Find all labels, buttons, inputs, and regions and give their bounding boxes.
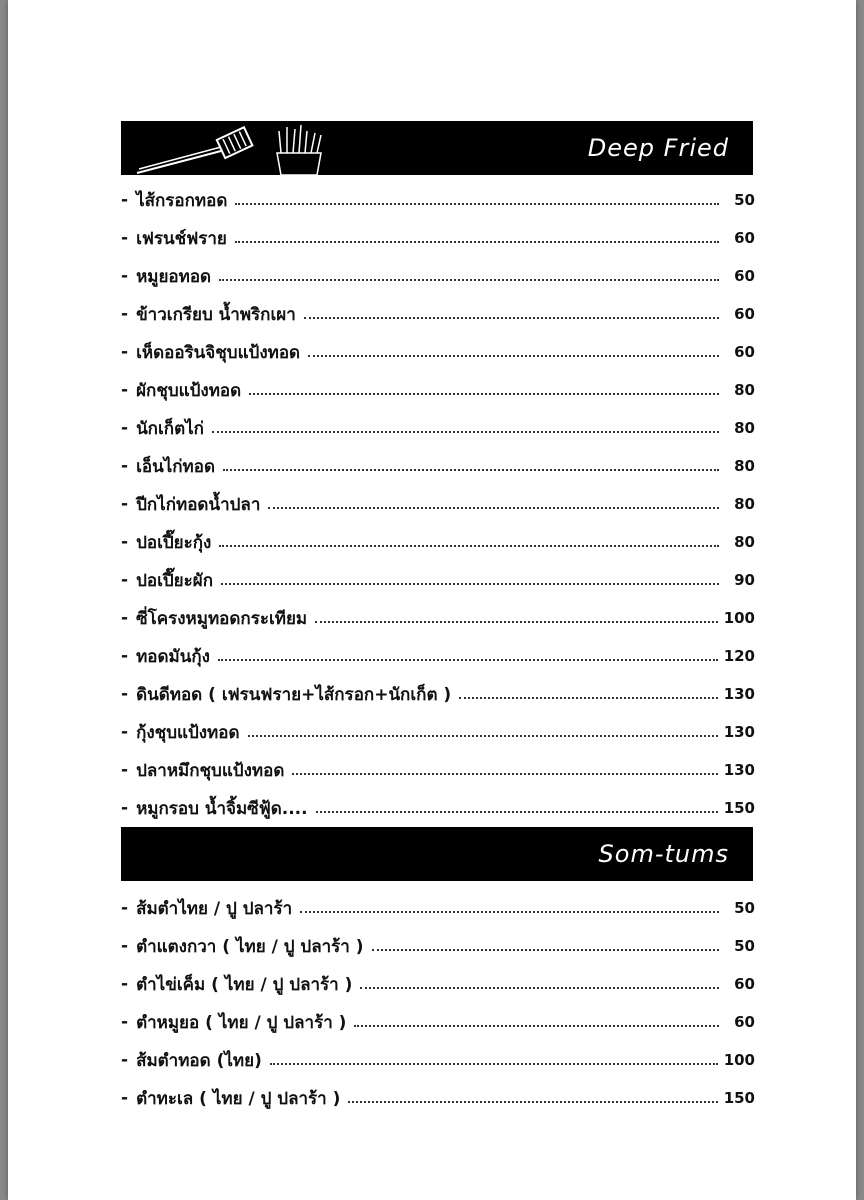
- item-name: ตำหมูยอ ( ไทย / ปู ปลาร้า ): [136, 1012, 347, 1033]
- dot-leader: [292, 773, 717, 775]
- dot-leader: [218, 659, 718, 661]
- bullet-dash: -: [121, 1012, 129, 1032]
- dot-leader: [360, 987, 719, 989]
- menu-item: [121, 219, 755, 257]
- dot-leader: [212, 431, 719, 433]
- menu-item: [121, 561, 755, 599]
- item-name: ส้มตำไทย / ปู ปลาร้า: [136, 898, 293, 919]
- dot-leader: [459, 697, 718, 699]
- dot-leader: [354, 1025, 719, 1027]
- bullet-dash: -: [121, 304, 129, 324]
- bullet-dash: -: [121, 936, 129, 956]
- item-price: 80: [734, 419, 755, 437]
- dot-leader: [249, 393, 719, 395]
- dot-leader: [268, 507, 719, 509]
- menu-item: [121, 927, 755, 965]
- bullet-dash: -: [121, 532, 129, 552]
- dot-leader: [219, 279, 719, 281]
- bullet-dash: -: [121, 760, 129, 780]
- item-price: 60: [734, 229, 755, 247]
- bullet-dash: -: [121, 266, 129, 286]
- item-price: 80: [734, 495, 755, 513]
- item-name: ซี่โครงหมูทอดกระเทียม: [136, 608, 308, 629]
- dot-leader: [372, 949, 719, 951]
- item-name: ปอเปี๊ยะผัก: [136, 570, 214, 591]
- bullet-dash: -: [121, 1088, 129, 1108]
- bullet-dash: -: [121, 342, 129, 362]
- item-name: นักเก็ตไก่: [136, 418, 204, 439]
- item-name: ตำไข่เค็ม ( ไทย / ปู ปลาร้า ): [136, 974, 353, 995]
- item-price: 130: [723, 723, 755, 741]
- menu-item: [121, 371, 755, 409]
- bullet-dash: -: [121, 456, 129, 476]
- dot-leader: [270, 1063, 718, 1065]
- item-price: 150: [723, 1089, 755, 1107]
- bullet-dash: -: [121, 380, 129, 400]
- bullet-dash: -: [121, 974, 129, 994]
- menu-item: [121, 637, 755, 675]
- bullet-dash: -: [121, 684, 129, 704]
- menu-item: [121, 713, 755, 751]
- item-price: 130: [723, 761, 755, 779]
- item-price: 50: [734, 937, 755, 955]
- item-price: 60: [734, 975, 755, 993]
- bullet-dash: -: [121, 418, 129, 438]
- dot-leader: [308, 355, 719, 357]
- item-name: ไส้กรอกทอด: [136, 190, 228, 211]
- menu-item: [121, 409, 755, 447]
- item-price: 60: [734, 1013, 755, 1031]
- spatula-fries-icon: [129, 121, 329, 175]
- dot-leader: [300, 911, 719, 913]
- item-name: ปลาหมึกชุบแป้งทอด: [136, 760, 285, 781]
- dot-leader: [221, 583, 719, 585]
- menu-item: [121, 333, 755, 371]
- item-name: ตำทะเล ( ไทย / ปู ปลาร้า ): [136, 1088, 341, 1109]
- item-name: เฟรนช์ฟราย: [136, 228, 227, 249]
- item-price: 80: [734, 457, 755, 475]
- menu-item: [121, 751, 755, 789]
- item-price: 60: [734, 305, 755, 323]
- menu-item: [121, 181, 755, 219]
- item-name: ตำแตงกวา ( ไทย / ปู ปลาร้า ): [136, 936, 364, 957]
- item-name: กุ้งชุบแป้งทอด: [136, 722, 240, 743]
- menu-item: [121, 447, 755, 485]
- bullet-dash: -: [121, 190, 129, 210]
- menu-item: [121, 1041, 755, 1079]
- item-price: 150: [723, 799, 755, 817]
- item-name: ผักชุบแป้งทอด: [136, 380, 242, 401]
- item-name: ปอเปี๊ยะกุ้ง: [136, 532, 212, 553]
- dot-leader: [235, 241, 719, 243]
- item-price: 60: [734, 267, 755, 285]
- item-name: ทอดมันกุ้ง: [136, 646, 210, 667]
- item-price: 60: [734, 343, 755, 361]
- item-price: 100: [723, 609, 755, 627]
- bullet-dash: -: [121, 494, 129, 514]
- deep-fried-list: [121, 181, 755, 827]
- item-price: 90: [734, 571, 755, 589]
- menu-item: [121, 789, 755, 827]
- menu-item: [121, 1003, 755, 1041]
- item-name: ปีกไก่ทอดน้ำปลา: [136, 494, 261, 515]
- bullet-dash: -: [121, 570, 129, 590]
- item-price: 80: [734, 533, 755, 551]
- bullet-dash: -: [121, 608, 129, 628]
- bullet-dash: -: [121, 228, 129, 248]
- section-title: Deep Fried: [587, 134, 729, 162]
- dot-leader: [248, 735, 718, 737]
- bullet-dash: -: [121, 1050, 129, 1070]
- som-tums-header: [121, 827, 753, 881]
- menu-item: [121, 675, 755, 713]
- item-price: 50: [734, 899, 755, 917]
- dot-leader: [348, 1101, 717, 1103]
- item-price: 130: [723, 685, 755, 703]
- item-price: 50: [734, 191, 755, 209]
- menu-item: [121, 1079, 755, 1117]
- dot-leader: [304, 317, 719, 319]
- deep-fried-header: [121, 121, 753, 175]
- bullet-dash: -: [121, 898, 129, 918]
- dot-leader: [315, 621, 718, 623]
- item-name: หมูกรอบ น้ำจิ้มซีฟู้ด....: [136, 798, 308, 819]
- dot-leader: [316, 811, 718, 813]
- section-title: Som-tums: [598, 840, 729, 868]
- item-name: ดินดีทอด ( เฟรนฟราย+ไส้กรอก+นักเก็ต ): [136, 684, 452, 705]
- item-name: ส้มตำทอด (ไทย): [136, 1050, 262, 1071]
- menu-item: [121, 523, 755, 561]
- menu-page: [8, 0, 856, 1200]
- item-name: หมูยอทอด: [136, 266, 212, 287]
- item-price: 100: [723, 1051, 755, 1069]
- menu-item: [121, 889, 755, 927]
- bullet-dash: -: [121, 798, 129, 818]
- menu-item: [121, 599, 755, 637]
- dot-leader: [223, 469, 719, 471]
- item-price: 80: [734, 381, 755, 399]
- item-price: 120: [723, 647, 755, 665]
- item-name: ข้าวเกรียบ น้ำพริกเผา: [136, 304, 296, 325]
- item-name: เห็ดออรินจิชุบแป้งทอด: [136, 342, 301, 363]
- menu-item: [121, 485, 755, 523]
- bullet-dash: -: [121, 646, 129, 666]
- som-tums-list: [121, 889, 755, 1117]
- menu-item: [121, 295, 755, 333]
- menu-item: [121, 965, 755, 1003]
- dot-leader: [219, 545, 719, 547]
- bullet-dash: -: [121, 722, 129, 742]
- item-name: เอ็นไก่ทอด: [136, 456, 216, 477]
- menu-item: [121, 257, 755, 295]
- dot-leader: [235, 203, 719, 205]
